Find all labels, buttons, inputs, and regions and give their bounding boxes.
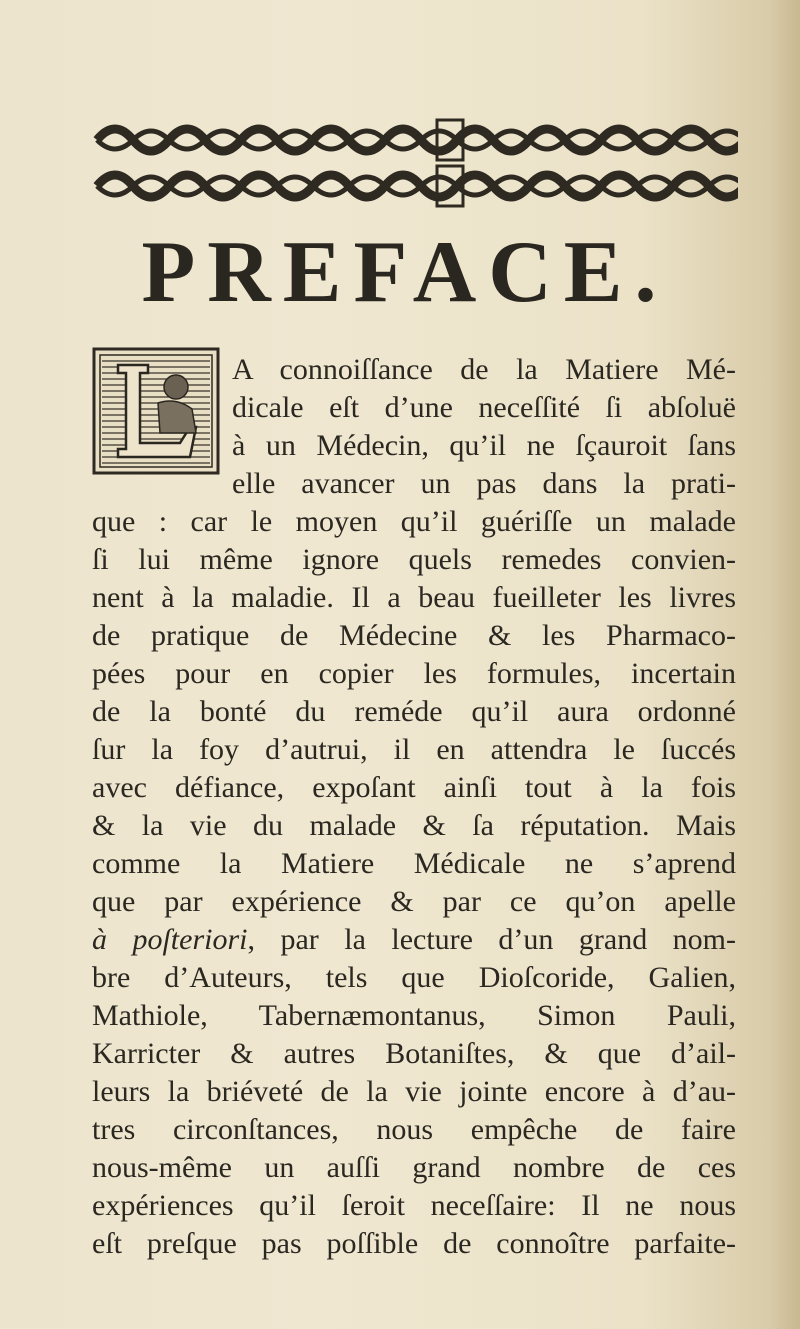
text-line-14: comme la Matiere Médicale ne s’aprend xyxy=(92,847,736,880)
text-line-4: elle avancer un pas dans la prati- xyxy=(232,467,736,500)
text-line-20: leurs la briéveté de la vie jointe encore à d’au- xyxy=(92,1075,736,1108)
text-line-21: tres circonſtances, nous empêche de faire xyxy=(92,1113,736,1146)
text-line-1: A connoiſſance de la Matiere Mé- xyxy=(232,353,736,386)
text-line-18: Mathiole, Tabernæmontanus, Simon Pauli, xyxy=(92,999,736,1032)
page-title: PREFACE. xyxy=(141,224,669,321)
text-line-16 xyxy=(92,920,736,960)
text-line-16-rest: , par la lecture d’un grand nom- xyxy=(247,923,736,956)
text-line-24: eſt preſque pas poſſible de connoître parfaite- xyxy=(92,1227,736,1260)
text-line-12: avec défiance, expoſant ainſi tout à la fois xyxy=(92,771,736,804)
ornamental-headpiece xyxy=(92,118,738,208)
text-line-23: expériences qu’il ſeroit neceſſaire: Il ne nous xyxy=(92,1189,736,1222)
text-line-9: pées pour en copier les formules, incertain xyxy=(92,657,736,690)
text-line-5: que : car le moyen qu’il guériſſe un malade xyxy=(92,505,736,538)
text-line-3: à un Médecin, qu’il ne ſçauroit ſans xyxy=(232,429,736,462)
text-line-2: dicale eſt d’une neceſſité ſi abſoluë xyxy=(232,391,736,424)
text-line-22: nous-même un auſſi grand nombre de ces xyxy=(92,1151,736,1184)
text-line-7: nent à la maladie. Il a beau fueilleter les livres xyxy=(92,581,736,614)
italic-phrase: à poſteriori xyxy=(92,923,248,956)
text-line-17: bre d’Auteurs, tels que Dioſcoride, Galien, xyxy=(92,961,736,994)
decorated-drop-cap xyxy=(92,347,220,475)
text-line-10: de la bonté du reméde qu’il aura ordonné xyxy=(92,695,736,728)
text-line-11: ſur la foy d’autrui, il en attendra le ſuccés xyxy=(92,733,736,766)
text-line-19: Karricter & autres Botaniſtes, & que d’ail- xyxy=(92,1037,736,1070)
text-line-15: que par expérience & par ce qu’on apelle xyxy=(92,885,736,918)
text-line-6: ſi lui même ignore quels remedes convien- xyxy=(92,543,736,576)
text-line-8: de pratique de Médecine & les Pharmaco- xyxy=(92,619,736,652)
text-line-13: & la vie du malade & ſa réputation. Mais xyxy=(92,809,736,842)
